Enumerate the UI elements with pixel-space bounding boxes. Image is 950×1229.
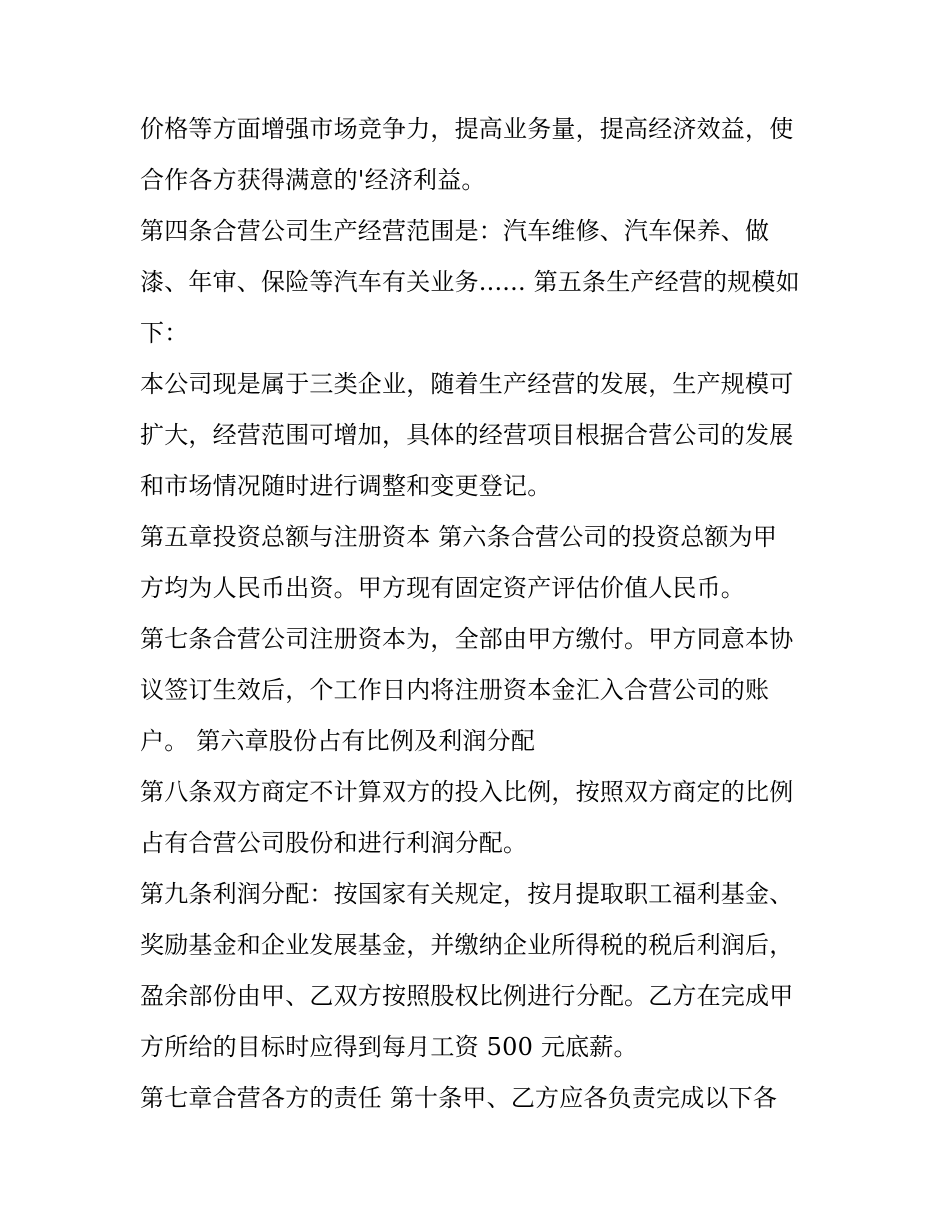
paragraph-article-7-capital: 第七条合营公司注册资本为，全部由甲方缴付。甲方同意本协 议签订生效后，个工作日内将注册资本金汇入合营公司的账 户。 第六章股份占有比例及利润分配: [140, 625, 794, 755]
paragraph-article-8-shares: 第八条双方商定不计算双方的投入比例，按照双方商定的比例 占有合营公司股份和进行利润分配。: [140, 778, 794, 857]
paragraph-business-goal: 价格等方面增强市场竞争力，提高业务量，提高经济效益，使 合作各方获得满意的'经济利益。: [140, 115, 794, 194]
paragraph-article-4-scope: 第四条合营公司生产经营范围是：汽车维修、汽车保养、做 漆、年审、保险等汽车有关业务...... 第五条生产经营的规模如 下：: [140, 217, 800, 347]
paragraph-chapter-5-investment: 第五章投资总额与注册资本 第六条合营公司的投资总额为甲 方均为人民币出资。甲方现有固定资产评估价值人民币。: [140, 523, 778, 602]
paragraph-chapter-7-responsibilities: 第七章合营各方的责任 第十条甲、乙方应各负责完成以下各: [140, 1084, 778, 1112]
document-body: [140, 104, 820, 1124]
paragraph-article-9-profit: 第九条利润分配：按国家有关规定，按月提取职工福利基金、 奖励基金和企业发展基金，并缴纳企业所得税的税后利润后， 盈余部份由甲、乙双方按照股权比例进行分配。乙方在完成甲 方所给的目标时应得到每月工资 500 元底薪。: [140, 880, 794, 1061]
paragraph-company-category: 本公司现是属于三类企业，随着生产经营的发展，生产规模可 扩大，经营范围可增加，具体的经营项目根据合营公司的发展 和市场情况随时进行调整和变更登记。: [140, 370, 794, 500]
